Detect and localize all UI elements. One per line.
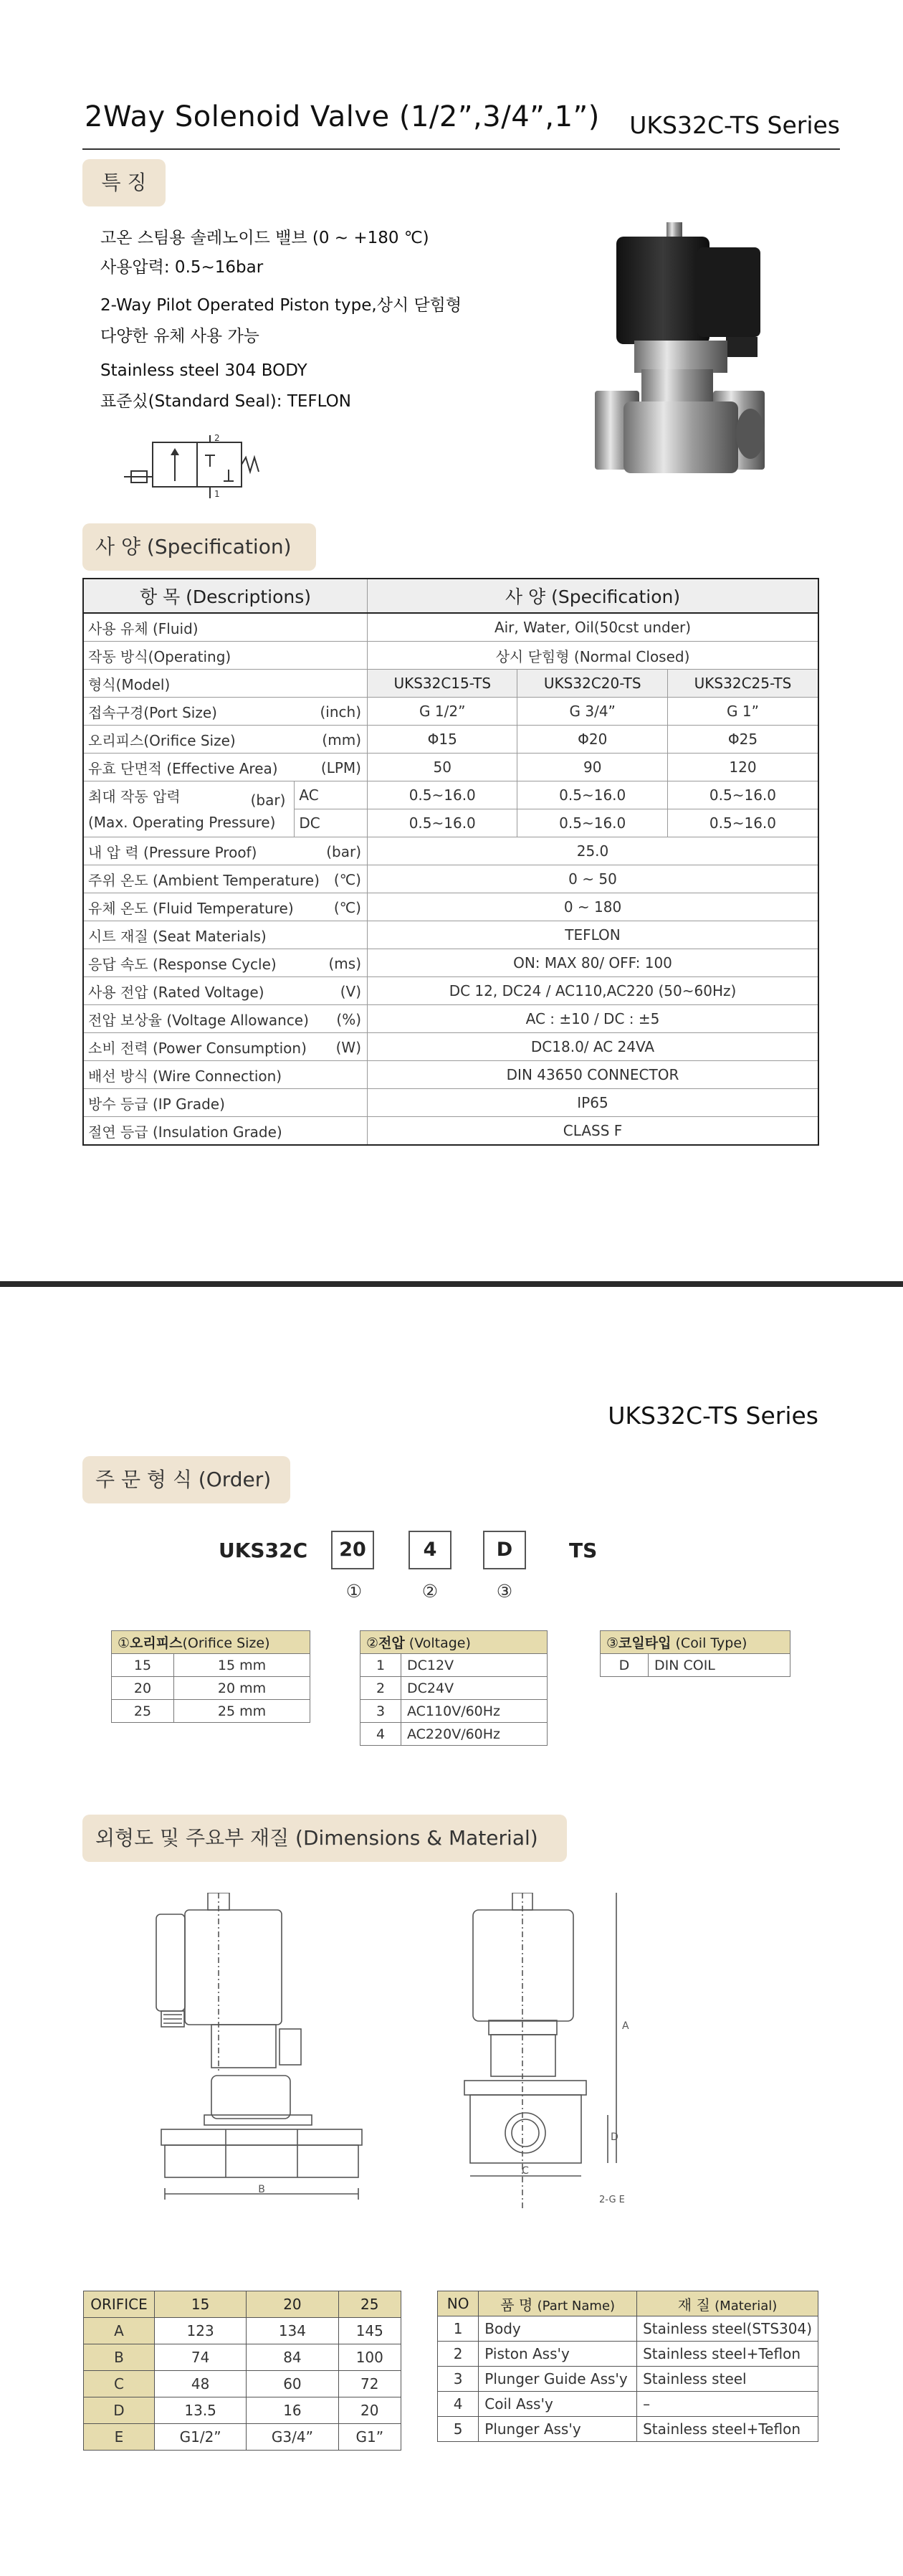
spec-label: 접속구경(Port Size) (inch)	[83, 698, 368, 726]
table-row: 1 DC12V	[360, 1654, 548, 1677]
symbol-port-label: 1	[214, 489, 220, 499]
table-row: 2 Piston Ass'y Stainless steel+Teflon	[438, 2342, 818, 2367]
dim-label-c: C	[522, 2165, 529, 2177]
spec-value: G 1”	[667, 698, 818, 726]
table-row: 1 Body Stainless steel(STS304)	[438, 2316, 818, 2342]
table-row: 15 15 mm	[112, 1654, 310, 1677]
spec-value: Φ25	[667, 726, 818, 754]
spec-row	[83, 977, 818, 1005]
orifice-size-title: ①오리피스(Orifice Size)	[112, 1631, 310, 1654]
table-row: 4 AC220V/60Hz	[360, 1723, 548, 1746]
model-name: UKS32C25-TS	[667, 670, 818, 698]
spec-label: 오리피스(Orifice Size) (mm)	[83, 726, 368, 754]
table-row: D DIN COIL	[601, 1654, 790, 1677]
spec-value: DIN 43650 CONNECTOR	[368, 1061, 819, 1089]
spec-col-spec: 사 양 (Specification)	[368, 579, 819, 613]
spec-row	[83, 781, 818, 809]
table-row: A 123 134 145	[84, 2318, 401, 2344]
spec-row	[83, 893, 818, 921]
spec-value: 0.5~16.0	[368, 809, 517, 837]
spec-model-row	[83, 670, 818, 698]
spec-row	[83, 865, 818, 893]
order-coil-box: D	[483, 1531, 526, 1569]
page-title: 2Way Solenoid Valve (1/2”,3/4”,1”)	[85, 100, 600, 133]
spec-value: IP65	[368, 1089, 819, 1117]
valve-symbol-icon	[118, 434, 262, 502]
spec-value: 0 ~ 180	[368, 893, 819, 921]
voltage-title: ②전압 (Voltage)	[360, 1631, 548, 1654]
spec-row	[83, 642, 818, 670]
table-row: 25 25 mm	[112, 1700, 310, 1723]
feature-line: 표준싰(Standard Seal): TEFLON	[100, 392, 351, 411]
spec-label: 사용 전압 (Rated Voltage) (V)	[83, 977, 368, 1005]
spec-row	[83, 754, 818, 781]
features-heading: 특 징	[82, 159, 166, 206]
table-row: B 74 84 100	[84, 2344, 401, 2371]
series-name: UKS32C-TS Series	[608, 1402, 818, 1430]
product-photo-image	[584, 215, 778, 480]
spec-row	[83, 921, 818, 949]
dim-label-b: B	[258, 2184, 265, 2195]
spec-label: 사용 유체 (Fluid)	[83, 613, 368, 642]
order-suffix: TS	[569, 1539, 598, 1562]
spec-value: 0 ~ 50	[368, 865, 819, 893]
side-view-drawing	[444, 1893, 659, 2208]
spec-row	[83, 1061, 818, 1089]
spec-value: ON: MAX 80/ OFF: 100	[368, 949, 819, 977]
spec-label: 유체 온도 (Fluid Temperature) (℃)	[83, 893, 368, 921]
spec-value: Φ15	[368, 726, 517, 754]
spec-value: 0.5~16.0	[517, 809, 667, 837]
front-view-drawing	[150, 1893, 394, 2072]
spec-value: 0.5~16.0	[667, 809, 818, 837]
spec-row	[83, 613, 818, 642]
spec-value: AC : ±10 / DC : ±5	[368, 1005, 819, 1033]
table-row: 4 Coil Ass'y –	[438, 2392, 818, 2417]
spec-label: 배선 방식 (Wire Connection)	[83, 1061, 368, 1089]
dimensions-heading: 외형도 및 주요부 재질 (Dimensions & Material)	[82, 1815, 567, 1862]
spec-value: 120	[667, 754, 818, 781]
spec-label: 최대 작동 압력 (bar) (Max. Operating Pressure)	[83, 781, 295, 837]
order-voltage-box: 4	[408, 1531, 452, 1569]
order-heading: 주 문 형 식 (Order)	[82, 1456, 290, 1503]
dim-label-d: D	[611, 2131, 618, 2143]
parts-material-table	[437, 2291, 818, 2442]
feature-line: Stainless steel 304 BODY	[100, 361, 307, 380]
title-divider	[82, 148, 840, 150]
dim-label-a: A	[622, 2020, 629, 2032]
spec-table	[82, 578, 819, 1146]
spec-header-row	[83, 579, 818, 613]
spec-row	[83, 1033, 818, 1061]
spec-value: 0.5~16.0	[368, 781, 517, 809]
feature-line: 다양한 유체 사용 가능	[100, 327, 259, 346]
dim-label-e: 2-G E	[599, 2195, 625, 2205]
spec-value: DC 12, DC24 / AC110,AC220 (50~60Hz)	[368, 977, 819, 1005]
pressure-dc-label: DC	[295, 809, 368, 837]
table-row: 20 20 mm	[112, 1677, 310, 1700]
spec-row	[83, 837, 818, 865]
pressure-ac-label: AC	[295, 781, 368, 809]
spec-value: 0.5~16.0	[517, 781, 667, 809]
spec-value: CLASS F	[368, 1117, 819, 1146]
dimension-table	[83, 2291, 401, 2451]
spec-row	[83, 1089, 818, 1117]
model-name: UKS32C20-TS	[517, 670, 667, 698]
table-row: D 13.5 16 20	[84, 2397, 401, 2424]
model-name: UKS32C15-TS	[368, 670, 517, 698]
spec-value: G 3/4”	[517, 698, 667, 726]
spec-label: 전압 보상율 (Voltage Allowance) (%)	[83, 1005, 368, 1033]
order-orifice-box: 20	[331, 1531, 374, 1569]
spec-row	[83, 1117, 818, 1146]
spec-row	[83, 726, 818, 754]
spec-value: TEFLON	[368, 921, 819, 949]
spec-row	[83, 949, 818, 977]
table-row: E G1/2” G3/4” G1”	[84, 2424, 401, 2451]
table-row: 2 DC24V	[360, 1677, 548, 1700]
spec-value: 0.5~16.0	[667, 781, 818, 809]
spec-label: 작동 방식(Operating)	[83, 642, 368, 670]
orifice-size-table	[111, 1630, 310, 1723]
spec-label: 절연 등급 (Insulation Grade)	[83, 1117, 368, 1146]
feature-line: 고온 스팀용 솔레노이드 밸브 (0 ~ +180 ℃)	[100, 229, 429, 247]
order-prefix: UKS32C	[219, 1539, 308, 1562]
coil-type-table	[600, 1630, 790, 1677]
coil-type-title: ③코일타입 (Coil Type)	[601, 1631, 790, 1654]
table-row: 3 Plunger Guide Ass'y Stainless steel	[438, 2367, 818, 2392]
table-row: 5 Plunger Ass'y Stainless steel+Teflon	[438, 2417, 818, 2442]
table-row: 3 AC110V/60Hz	[360, 1700, 548, 1723]
spec-row	[83, 1005, 818, 1033]
order-marker: ①	[345, 1581, 363, 1602]
spec-label: 응답 속도 (Response Cycle) (ms)	[83, 949, 368, 977]
spec-value: G 1/2”	[368, 698, 517, 726]
dimension-header-row: ORIFICE 15 20 25	[84, 2291, 401, 2318]
spec-label: 소비 전력 (Power Consumption) (W)	[83, 1033, 368, 1061]
page-divider	[0, 1281, 903, 1287]
spec-label: 주위 온도 (Ambient Temperature) (℃)	[83, 865, 368, 893]
spec-value: Air, Water, Oil(50cst under)	[368, 613, 819, 642]
spec-value: 50	[368, 754, 517, 781]
order-marker: ②	[421, 1581, 439, 1602]
spec-col-item: 항 목 (Descriptions)	[83, 579, 368, 613]
spec-label: 형식(Model)	[83, 670, 368, 698]
symbol-port-label: 2	[214, 434, 220, 443]
order-marker: ③	[496, 1581, 513, 1602]
spec-label: 유효 단면적 (Effective Area) (LPM)	[83, 754, 368, 781]
spec-heading: 사 양 (Specification)	[82, 523, 316, 571]
spec-label: 시트 재질 (Seat Materials)	[83, 921, 368, 949]
spec-value: DC18.0/ AC 24VA	[368, 1033, 819, 1061]
spec-value: 90	[517, 754, 667, 781]
spec-label: 내 압 력 (Pressure Proof) (bar)	[83, 837, 368, 865]
spec-value: 상시 닫힘형 (Normal Closed)	[368, 642, 819, 670]
spec-value: 25.0	[368, 837, 819, 865]
series-name: UKS32C-TS Series	[629, 111, 840, 139]
feature-line: 2-Way Pilot Operated Piston type,상시 닫힘형	[100, 296, 462, 315]
front-view-body-drawing	[154, 2072, 398, 2201]
voltage-table	[360, 1630, 548, 1746]
feature-line: 사용압력: 0.5~16bar	[100, 258, 264, 277]
parts-header-row: NO 품 명 (Part Name) 재 질 (Material)	[438, 2291, 818, 2316]
spec-value: Φ20	[517, 726, 667, 754]
spec-label: 방수 등급 (IP Grade)	[83, 1089, 368, 1117]
table-row: C 48 60 72	[84, 2371, 401, 2397]
spec-row	[83, 698, 818, 726]
